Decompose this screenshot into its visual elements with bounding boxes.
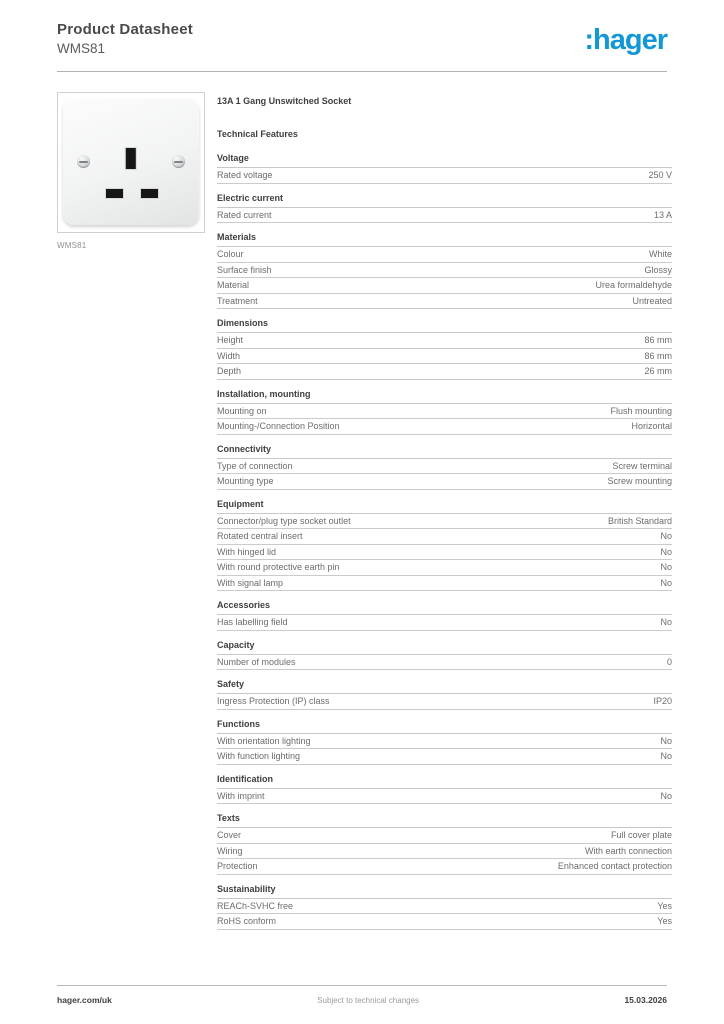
section-title: Safety <box>217 679 672 694</box>
section-title: Materials <box>217 232 672 247</box>
row-value: IP20 <box>653 696 672 706</box>
section-title: Sustainability <box>217 884 672 899</box>
spec-row <box>217 349 672 365</box>
spec-section <box>217 813 672 875</box>
section-rows <box>217 168 672 184</box>
section-rows <box>217 404 672 435</box>
row-value: Glossy <box>644 264 672 275</box>
spec-row <box>217 247 672 263</box>
spec-row <box>217 294 672 310</box>
section-title: Accessories <box>217 600 672 615</box>
row-value: 86 mm <box>644 350 672 361</box>
document-header <box>57 21 193 56</box>
row-value: No <box>660 617 672 627</box>
row-value: No <box>660 790 672 801</box>
row-label: Rotated central insert <box>217 531 303 541</box>
row-label: With imprint <box>217 790 265 801</box>
spec-row <box>217 529 672 545</box>
product-name: 13A 1 Gang Unswitched Socket <box>217 96 352 106</box>
socket-plate-graphic <box>63 98 199 225</box>
spec-row <box>217 333 672 349</box>
technical-features-heading: Technical Features <box>217 129 298 139</box>
row-value: 13 A <box>653 209 672 220</box>
section-title: Equipment <box>217 499 672 514</box>
spec-row <box>217 514 672 530</box>
row-value: Urea formaldehyde <box>595 280 672 290</box>
row-value: White <box>648 249 672 259</box>
row-value: British Standard <box>607 515 672 526</box>
section-rows <box>217 514 672 592</box>
spec-row <box>217 560 672 576</box>
row-label: Width <box>217 350 241 361</box>
section-title: Installation, mounting <box>217 389 672 404</box>
spec-row <box>217 859 672 875</box>
row-value: Enhanced contact protection <box>557 861 672 871</box>
spec-section <box>217 719 672 765</box>
row-label: Cover <box>217 830 242 840</box>
row-label: Protection <box>217 861 258 871</box>
section-title: Voltage <box>217 153 672 168</box>
section-title: Electric current <box>217 193 672 208</box>
section-rows <box>217 789 672 805</box>
spec-section <box>217 444 672 490</box>
footer-divider <box>57 985 667 986</box>
spec-row <box>217 545 672 561</box>
section-title: Functions <box>217 719 672 734</box>
row-value: Yes <box>657 900 672 911</box>
section-rows <box>217 899 672 930</box>
screw-icon <box>77 155 90 168</box>
row-label: Number of modules <box>217 656 296 667</box>
spec-section <box>217 679 672 710</box>
spec-section <box>217 600 672 631</box>
page-title: Product Datasheet <box>57 21 193 38</box>
row-value: Yes <box>657 916 672 926</box>
row-value: 26 mm <box>644 366 672 376</box>
row-label: With hinged lid <box>217 546 277 557</box>
document-footer <box>57 995 667 1005</box>
row-value: Horizontal <box>631 421 672 431</box>
spec-section <box>217 640 672 671</box>
footer-disclaimer: Subject to technical changes <box>317 996 420 1005</box>
row-value: Screw terminal <box>612 460 672 471</box>
spec-row <box>217 844 672 860</box>
row-value: Flush mounting <box>610 405 672 416</box>
row-value: No <box>660 577 672 588</box>
row-value: Screw mounting <box>607 476 672 486</box>
neutral-pin-slot <box>141 189 158 198</box>
row-value: With earth connection <box>584 845 672 856</box>
spec-section <box>217 232 672 309</box>
row-label: Mounting on <box>217 405 267 416</box>
spec-section <box>217 318 672 380</box>
spec-row <box>217 263 672 279</box>
row-label: Ingress Protection (IP) class <box>217 696 330 706</box>
product-image <box>57 92 205 233</box>
spec-row <box>217 914 672 930</box>
row-label: Surface finish <box>217 264 272 275</box>
spec-section <box>217 389 672 435</box>
section-rows <box>217 208 672 224</box>
image-caption: WMS81 <box>57 241 87 250</box>
section-title: Texts <box>217 813 672 828</box>
row-label: Mounting-/Connection Position <box>217 421 340 431</box>
row-value: 0 <box>666 656 672 667</box>
section-title: Dimensions <box>217 318 672 333</box>
header-divider <box>57 71 667 72</box>
spec-row <box>217 474 672 490</box>
spec-row <box>217 419 672 435</box>
section-rows <box>217 655 672 671</box>
spec-row <box>217 404 672 420</box>
hager-logo: :hager <box>584 24 667 56</box>
product-reference: WMS81 <box>57 41 106 56</box>
row-label: Height <box>217 335 244 345</box>
spec-row <box>217 168 672 184</box>
row-label: With orientation lighting <box>217 735 311 746</box>
screw-icon <box>172 155 185 168</box>
section-rows <box>217 459 672 490</box>
spec-section <box>217 499 672 592</box>
spec-row <box>217 734 672 750</box>
section-rows <box>217 734 672 765</box>
row-label: Material <box>217 280 250 290</box>
tech-table <box>217 153 672 930</box>
row-label: With function lighting <box>217 751 301 761</box>
spec-row <box>217 364 672 380</box>
row-label: Colour <box>217 249 244 259</box>
section-rows <box>217 694 672 710</box>
spec-section <box>217 153 672 184</box>
row-value: No <box>660 531 672 541</box>
row-value: Full cover plate <box>610 830 672 840</box>
row-label: Treatment <box>217 295 258 306</box>
spec-column <box>217 92 672 939</box>
row-value: No <box>660 751 672 761</box>
section-rows <box>217 333 672 380</box>
row-label: Connector/plug type socket outlet <box>217 515 351 526</box>
spec-row <box>217 208 672 224</box>
section-title: Capacity <box>217 640 672 655</box>
spec-section <box>217 193 672 224</box>
row-label: RoHS conform <box>217 916 277 926</box>
section-rows <box>217 247 672 309</box>
row-label: REACh-SVHC free <box>217 900 294 911</box>
spec-row <box>217 694 672 710</box>
line-pin-slot <box>106 189 123 198</box>
spec-row <box>217 459 672 475</box>
footer-website: hager.com/uk <box>57 995 112 1005</box>
row-label: Depth <box>217 366 242 376</box>
earth-pin-slot <box>126 148 136 169</box>
spec-row <box>217 655 672 671</box>
row-value: Untreated <box>632 295 672 306</box>
section-title: Identification <box>217 774 672 789</box>
spec-row <box>217 899 672 915</box>
row-label: With round protective earth pin <box>217 562 340 572</box>
row-value: No <box>660 546 672 557</box>
spec-row <box>217 828 672 844</box>
section-title: Connectivity <box>217 444 672 459</box>
footer-date: 15.03.2026 <box>624 995 667 1005</box>
product-image-column <box>57 92 205 250</box>
section-rows <box>217 828 672 875</box>
row-label: Mounting type <box>217 476 274 486</box>
row-label: Rated voltage <box>217 170 273 180</box>
spec-row <box>217 749 672 765</box>
spec-row <box>217 615 672 631</box>
row-label: Rated current <box>217 209 272 220</box>
spec-row <box>217 278 672 294</box>
row-label: With signal lamp <box>217 577 284 588</box>
section-rows <box>217 615 672 631</box>
row-value: 86 mm <box>644 335 672 345</box>
row-value: No <box>660 735 672 746</box>
row-value: 250 V <box>648 170 672 180</box>
row-label: Has labelling field <box>217 617 288 627</box>
spec-section <box>217 774 672 805</box>
row-label: Type of connection <box>217 460 293 471</box>
row-value: No <box>660 562 672 572</box>
spec-row <box>217 576 672 592</box>
spec-section <box>217 884 672 930</box>
row-label: Wiring <box>217 845 243 856</box>
spec-row <box>217 789 672 805</box>
